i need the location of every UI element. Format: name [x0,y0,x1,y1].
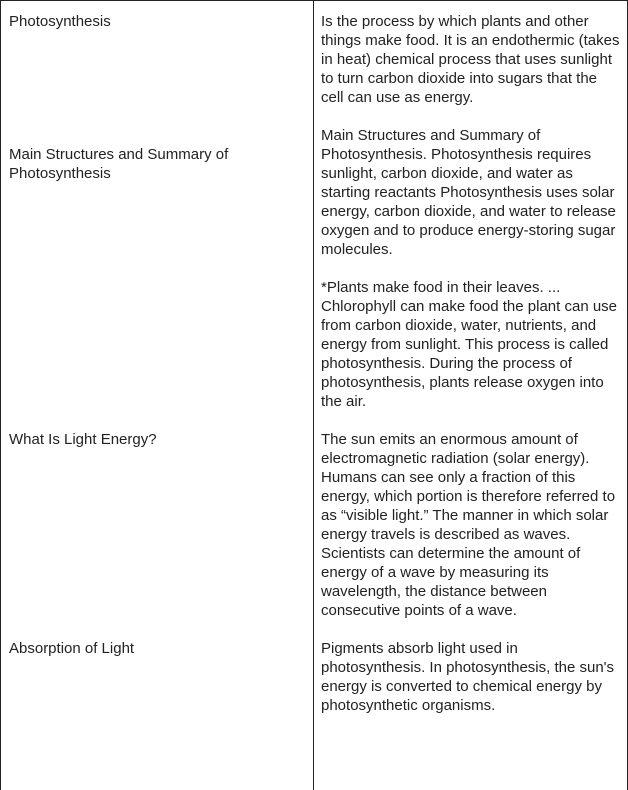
definition-main-structures: Main Structures and Summary of Photosynthesis. Photosynthesis requires sunlight, carbon dioxide, and water as starting reactants Photosynthesis uses solar energy, carbon dioxide, and water to release oxygen and to produce energy-storing sugar molecules. [321,127,616,258]
term-absorption-of-light: Absorption of Light [9,640,135,657]
definition-absorption-of-light: Pigments absorb light used in photosynthesis. In photosynthesis, the sun's energy is converted to chemical energy by photosynthetic organisms. [321,640,615,714]
term-photosynthesis: Photosynthesis [9,13,111,30]
definition-photosynthesis: Is the process by which plants and other things make food. It is an endothermic (takes in heat) chemical process that uses sunlight to turn carbon dioxide into sugars that the cell can use as energy. [321,13,620,106]
definition-light-energy: The sun emits an enormous amount of electromagnetic radiation (solar energy). Humans can see only a fraction of this energy, which portion is therefore referred to as “visible light.” The manner in which solar energy travels is described as waves. Scientists can determine the amount of energy of a wave by measuring its wavelength, the distance between consecutive points of a wave. [321,431,616,619]
definition-main-structures-extra: *Plants make food in their leaves. ... Chlorophyll can make food the plant can use from carbon dioxide, water, nutrients, and energy from sunlight. This process is called photosynthesis. During the process of photosynthesis, plants release oxygen into the air. [321,279,618,410]
term-main-structures: Main Structures and Summary of Photosynthesis [9,146,229,182]
column-divider [313,1,314,790]
term-light-energy: What Is Light Energy? [9,431,157,448]
